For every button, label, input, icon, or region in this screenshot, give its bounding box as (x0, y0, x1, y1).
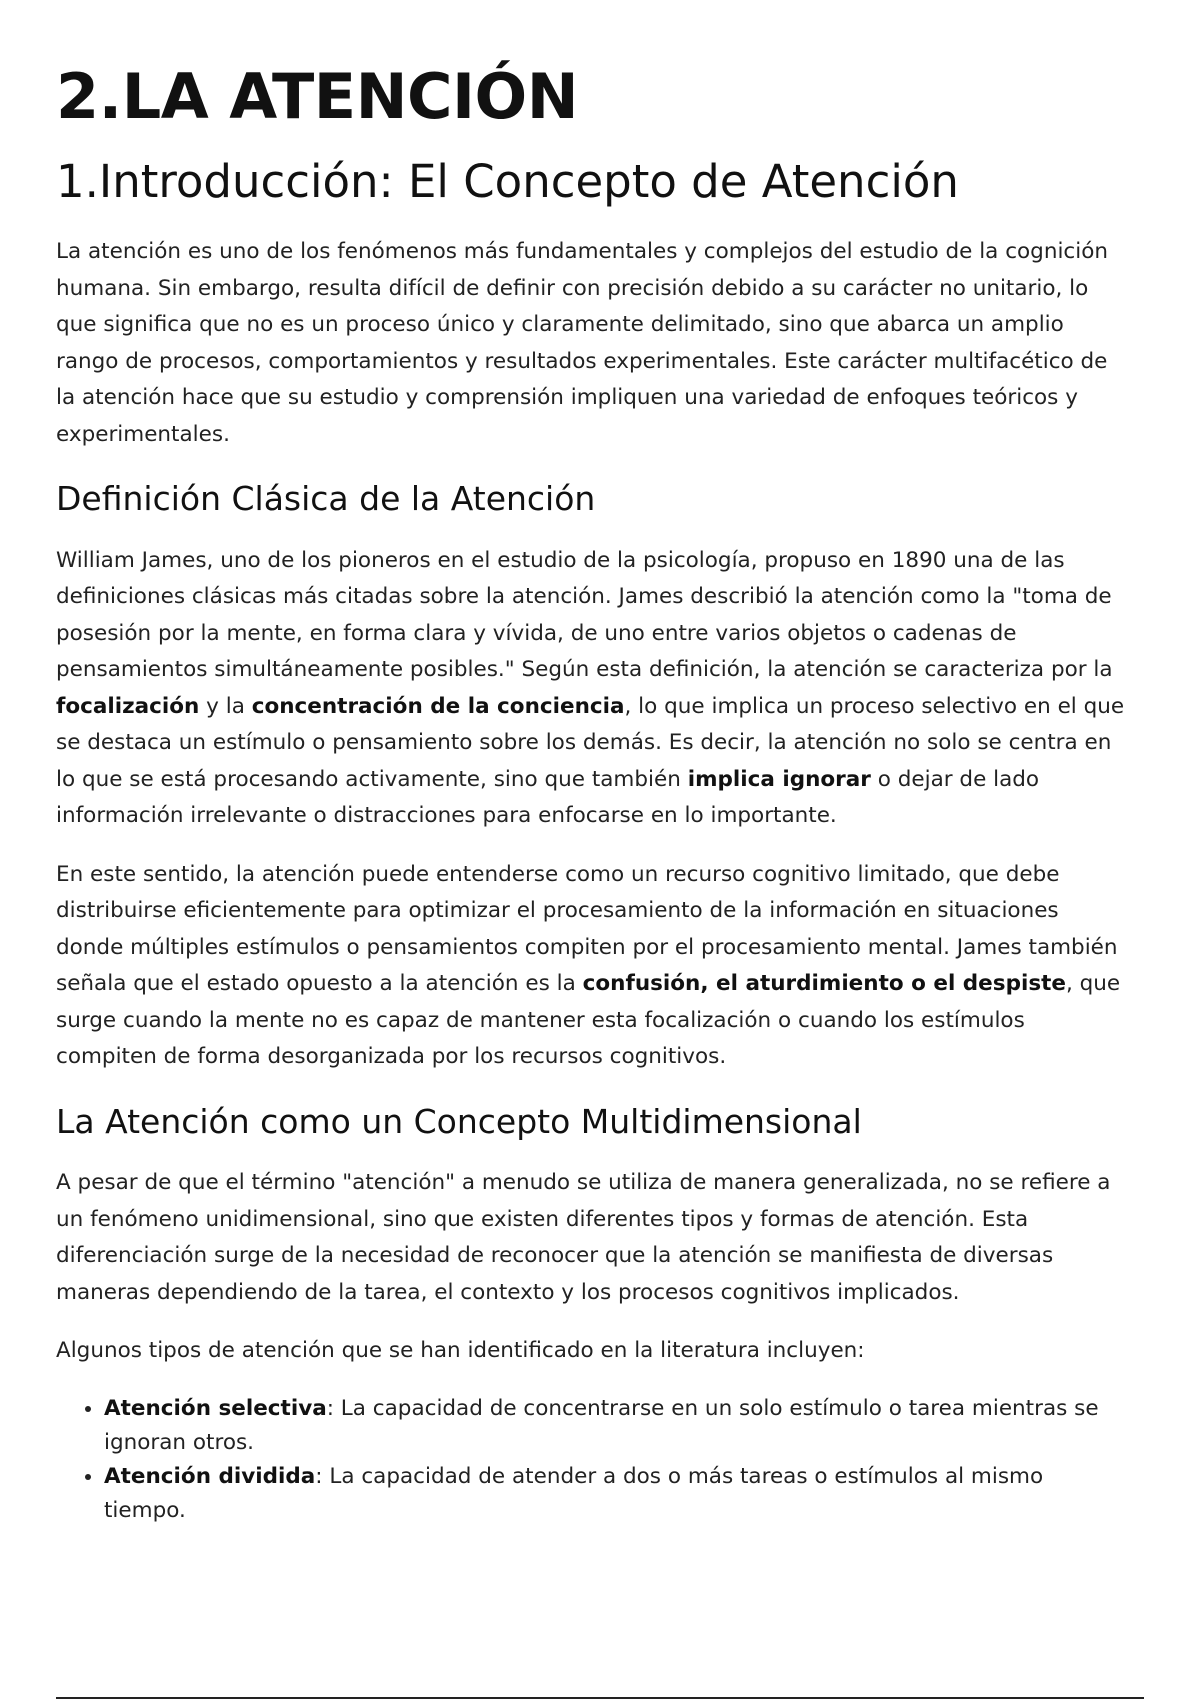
multidimensional-paragraph-2: Algunos tipos de atención que se han identificado en la literatura incluyen: (56, 1338, 865, 1364)
list-item (104, 1392, 1130, 1460)
page-divider (56, 1697, 1144, 1699)
list-item (104, 1460, 1130, 1528)
section-heading: 1.Introducción: El Concepto de Atención (56, 155, 959, 209)
classic-definition-heading: Definición Clásica de la Atención (56, 479, 596, 519)
list-item-term: Atención selectiva (104, 1395, 327, 1421)
bold-term: focalización (56, 693, 200, 719)
multidimensional-heading: La Atención como un Concepto Multidimensional (56, 1101, 862, 1141)
attention-types-list (56, 1392, 1130, 1528)
bold-term: concentración de la conciencia (251, 693, 625, 719)
classic-paragraph-2: En este sentido, la atención puede entenderse como un recurso cognitivo limitado, que debe distribuirse eficientemente para optimizar el procesamiento de la información en situaciones donde múltiples estímulos o pensamientos compiten por el procesamiento mental. James también señala que el estado opuesto a la atención es la confusión, el aturdimiento o el despiste, que surge cuando la mente no es capaz de mantener esta focalización o cuando los estímulos compiten de forma desorganizada por los recursos cognitivos. (56, 861, 1121, 1070)
list-item-description: : La capacidad de atender a dos o más tareas o estímulos al mismo tiempo. (104, 1463, 1044, 1523)
document-title: 2.LA ATENCIÓN (56, 60, 579, 133)
bold-term: confusión, el aturdimiento o el despiste (582, 971, 1066, 997)
classic-paragraph-1: William James, uno de los pioneros en el estudio de la psicología, propuso en 1890 una de las definiciones clásicas más citadas sobre la atención. James describió la atención como la "toma de posesión por la mente, en forma clara y vívida, de uno entre varios objetos o cadenas de pensamientos simultáneamente posibles." Según esta definición, la atención se caracteriza por la focalización y la concentración de la conciencia, lo que implica un proceso selectivo en el que se destaca un estímulo o pensamiento sobre los demás. Es decir, la atención no solo se centra en lo que se está procesando activamente, sino que también implica ignorar o dejar de lado información irrelevante o distracciones para enfocarse en lo importante. (56, 547, 1125, 829)
multidimensional-paragraph-1: A pesar de que el término "atención" a menudo se utiliza de manera generalizada, no se refiere a un fenómeno unidimensional, sino que existen diferentes tipos y formas de atención. Esta diferenciación surge de la necesidad de reconocer que la atención se manifiesta de diversas maneras dependiendo de la tarea, el contexto y los procesos cognitivos implicados. (56, 1170, 1111, 1305)
intro-paragraph: La atención es uno de los fenómenos más fundamentales y complejos del estudio de la cognición humana. Sin embargo, resulta difícil de definir con precisión debido a su carácter no unitario, lo que significa que no es un proceso único y claramente delimitado, sino que abarca un amplio rango de procesos, comportamientos y resultados experimentales. Este carácter multifacético de la atención hace que su estudio y comprensión impliquen una variedad de enfoques teóricos y experimentales. (56, 239, 1108, 447)
bold-term: implica ignorar (687, 766, 871, 792)
list-item-description: : La capacidad de concentrarse en un solo estímulo o tarea mientras se ignoran otros. (104, 1395, 1099, 1455)
list-item-term: Atención dividida (104, 1463, 316, 1489)
